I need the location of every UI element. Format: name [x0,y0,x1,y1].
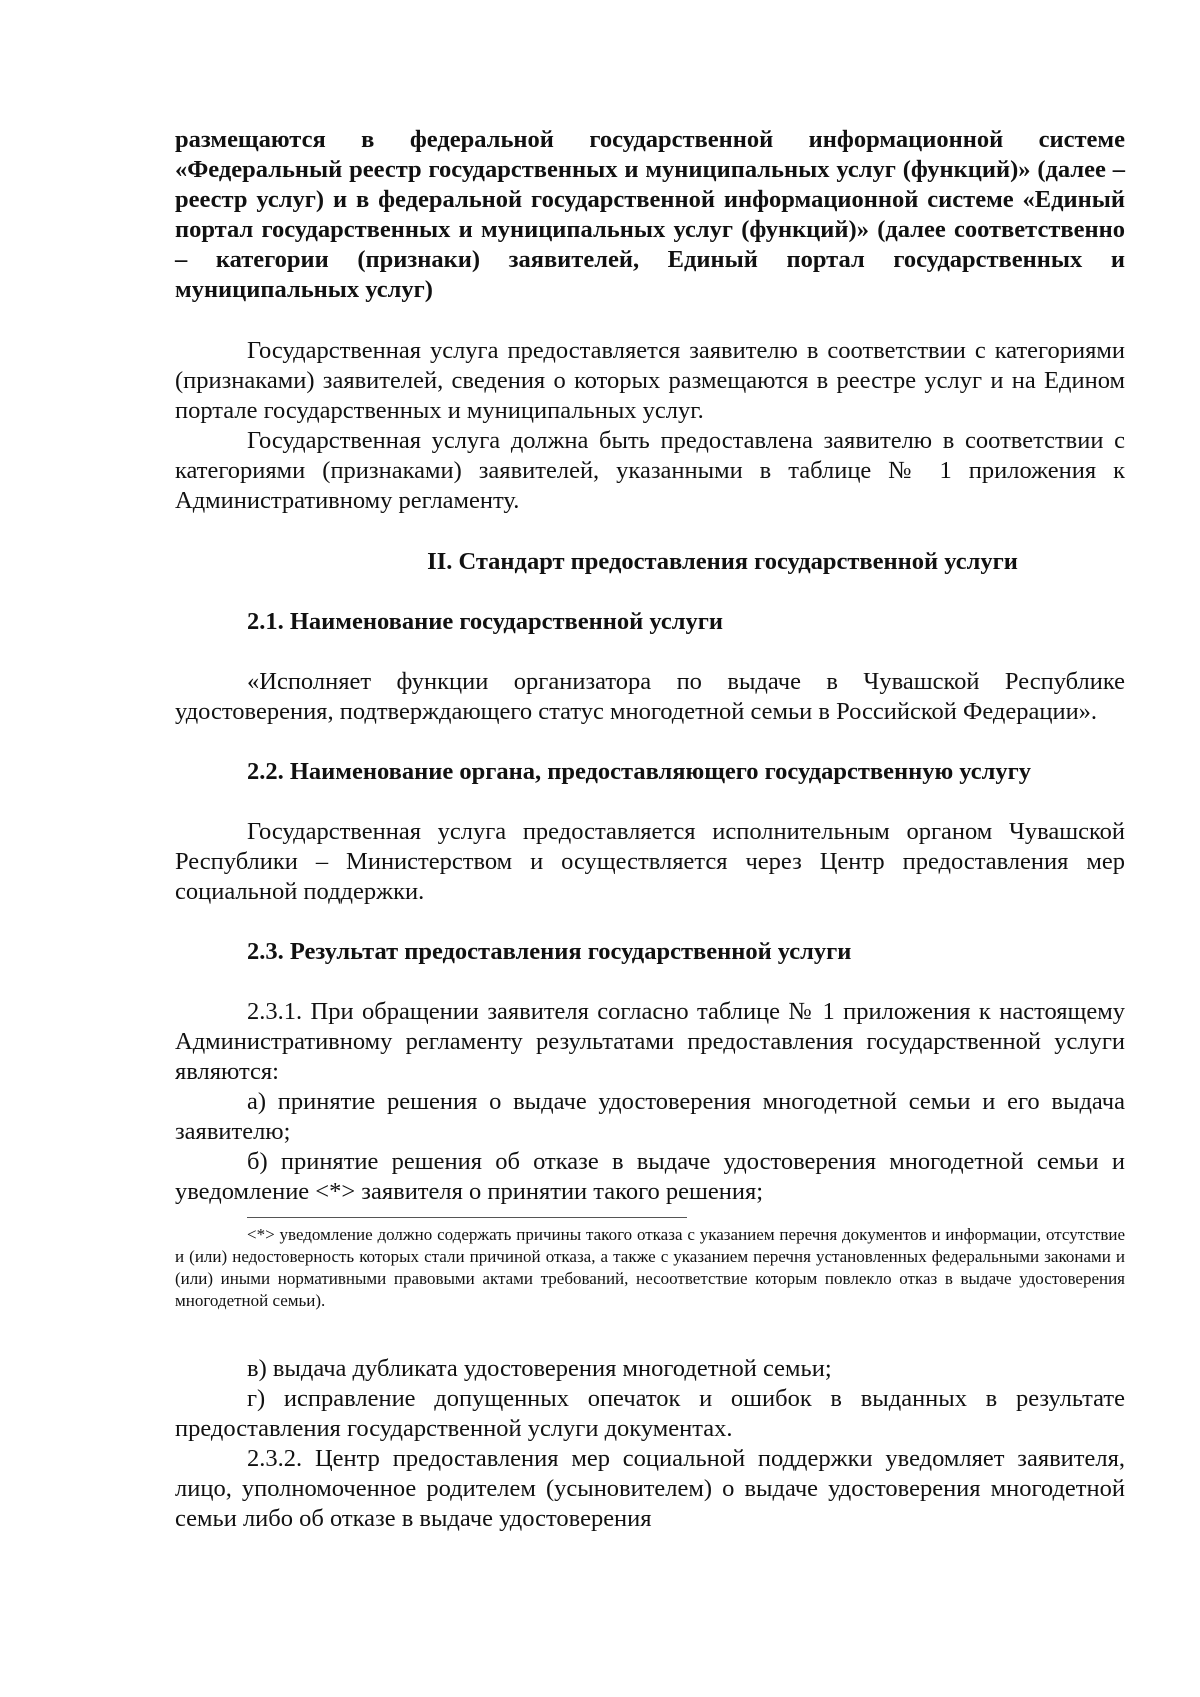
footnote: <*> уведомление должно содержать причины такого отказа с указанием перечня документов и информации, отсутствие и (или) недостоверность которых стали причиной отказа, а также с указанием перечня установленных федеральными законами и (или) иными нормативными правовыми актами требований, несоответствие которым повлекло отказ в выдаче удостоверения многодетной семьи). [175,1225,1125,1310]
intro-bold-paragraph: размещаются в федеральной государственной информационной системе «Федеральный реестр государственных и муниципальных услуг (функций)» (далее – реестр услуг) и в федеральной государственной информационной системе «Единый портал государственных и муниципальных услуг (функций)» (далее соответственно – категории (признаки) заявителей, Единый портал государственных и муниципальных услуг) [175,126,1125,303]
paragraph-service-provision: Государственная услуга должна быть предоставлена заявителю в соответствии с категориями (признаками) заявителей, указанными в таблице № 1 приложения к Административному регламенту. [175,427,1125,514]
paragraph-2-2: Государственная услуга предоставляется исполнительным органом Чувашской Республики – Министерством и осуществляется через Центр предоставления мер социальной поддержки. [175,818,1125,905]
paragraph-2-1: «Исполняет функции организатора по выдаче в Чувашской Республике удостоверения, подтверждающего статус многодетной семьи в Российской Федерации». [175,668,1125,725]
list-item-a: а) принятие решения о выдаче удостоверения многодетной семьи и его выдача заявителю; [175,1088,1125,1145]
paragraph-applicant-categories: Государственная услуга предоставляется заявителю в соответствии с категориями (признаками) заявителей, сведения о которых размещаются в реестре услуг и на Едином портале государственных и муниципальных услуг. [175,337,1125,424]
footnote-divider [247,1217,687,1218]
list-item-b: б) принятие решения об отказе в выдаче удостоверения многодетной семьи и уведомление <*> заявителя о принятии такого решения; [175,1148,1125,1205]
list-item-v: в) выдача дубликата удостоверения многодетной семьи; [247,1355,832,1382]
heading-2-1: 2.1. Наименование государственной услуги [247,608,723,635]
heading-2-3: 2.3. Результат предоставления государственной услуги [247,938,852,965]
heading-2-2: 2.2. Наименование органа, предоставляющего государственную услугу [247,758,1032,785]
paragraph-2-3-2: 2.3.2. Центр предоставления мер социальной поддержки уведомляет заявителя, лицо, уполномоченное родителем (усыновителем) о выдаче удостоверения многодетной семьи либо об отказе в выдаче удостоверения [175,1445,1125,1532]
paragraph-2-3-1: 2.3.1. При обращении заявителя согласно таблице № 1 приложения к настоящему Административному регламенту результатами предоставления государственной услуги являются: [175,998,1125,1085]
list-item-g: г) исправление допущенных опечаток и ошибок в выданных в результате предоставления государственной услуги документах. [175,1385,1125,1442]
section-title: II. Стандарт предоставления государственной услуги [427,548,1018,575]
document-page [175,125,1125,1534]
